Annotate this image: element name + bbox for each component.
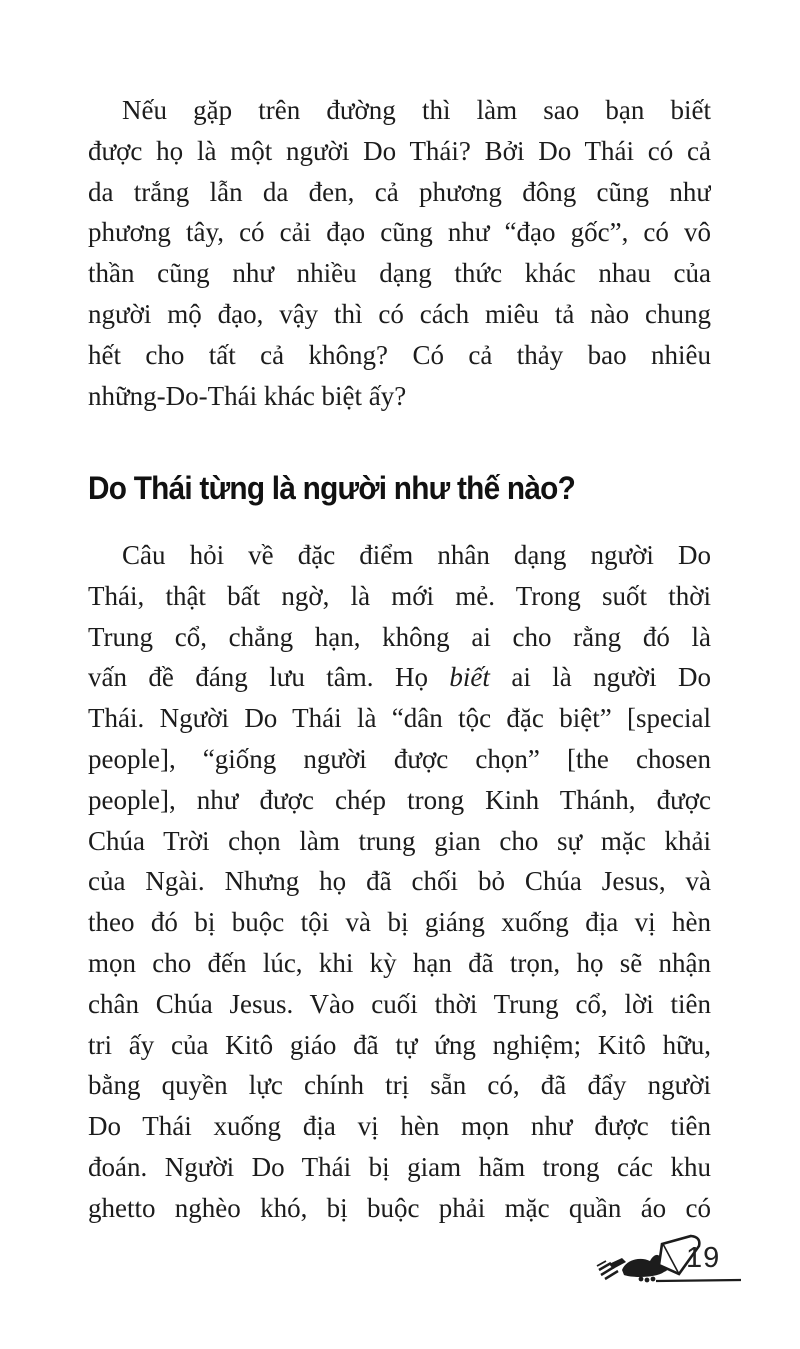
text-line: hết cho tất cả không? Có cả thảy bao nhiêu xyxy=(88,339,711,370)
text-line: da trắng lẫn da đen, cả phương đông cũng như xyxy=(88,176,711,207)
text-line: Câu hỏi về đặc điểm nhân dạng người Do xyxy=(122,540,711,570)
text-line: chân Chúa Jesus. Vào cuối thời Trung cổ, lời tiên xyxy=(88,988,711,1019)
text-segment: vấn đề đáng lưu tâm. Họ xyxy=(88,662,450,693)
text-line-with-italic xyxy=(88,657,711,698)
text-line: bằng quyền lực chính trị sẵn có, đã đẩy người xyxy=(88,1070,711,1101)
italic-word: biết xyxy=(449,662,490,693)
text-line: phương tây, có cải đạo cũng như “đạo gốc”, có vô xyxy=(88,217,711,248)
text-line: Do Thái xuống địa vị hèn mọn như được tiên xyxy=(88,1111,711,1142)
text-line: của Ngài. Nhưng họ đã chối bỏ Chúa Jesus, và xyxy=(88,866,711,897)
text-line: Trung cổ, chẳng hạn, không ai cho rằng đó là xyxy=(88,621,711,652)
paragraph-intro xyxy=(88,90,711,416)
text-line: những-Do-Thái khác biệt ấy? xyxy=(88,380,407,411)
text-line: people], “giống người được chọn” [the chosen xyxy=(88,743,711,774)
text-line: Thái. Người Do Thái là “dân tộc đặc biệt” [special xyxy=(88,703,711,734)
text-line: tri ấy của Kitô giáo đã tự ứng nghiệm; Kitô hữu, xyxy=(88,1029,711,1060)
text-line: được họ là một người Do Thái? Bởi Do Thái có cả xyxy=(88,135,711,166)
text-line: người mộ đạo, vậy thì có cách miêu tả nào chung xyxy=(88,298,711,329)
text-line: ghetto nghèo khó, bị buộc phải mặc quần áo có xyxy=(88,1192,711,1223)
text-line: people], như được chép trong Kinh Thánh, được xyxy=(88,784,711,815)
section-heading: Do Thái từng là người như thế nào? xyxy=(88,470,576,506)
text-segment: ai là người Do xyxy=(489,662,711,693)
text-line: theo đó bị buộc tội và bị giáng xuống địa vị hèn xyxy=(88,907,711,938)
text-line: đoán. Người Do Thái bị giam hãm trong các khu xyxy=(88,1151,711,1182)
text-line: Thái, thật bất ngờ, là mới mẻ. Trong suốt thời xyxy=(88,580,711,611)
page-number: 19 xyxy=(686,1242,721,1274)
text-line: Nếu gặp trên đường thì làm sao bạn biết xyxy=(122,95,711,125)
text-line: mọn cho đến lúc, khi kỳ hạn đã trọn, họ sẽ nhận xyxy=(88,947,711,978)
paragraph-body xyxy=(88,535,711,1229)
text-line: Chúa Trời chọn làm trung gian cho sự mặc khải xyxy=(88,825,711,856)
text-line: thần cũng như nhiều dạng thức khác nhau của xyxy=(88,258,711,289)
